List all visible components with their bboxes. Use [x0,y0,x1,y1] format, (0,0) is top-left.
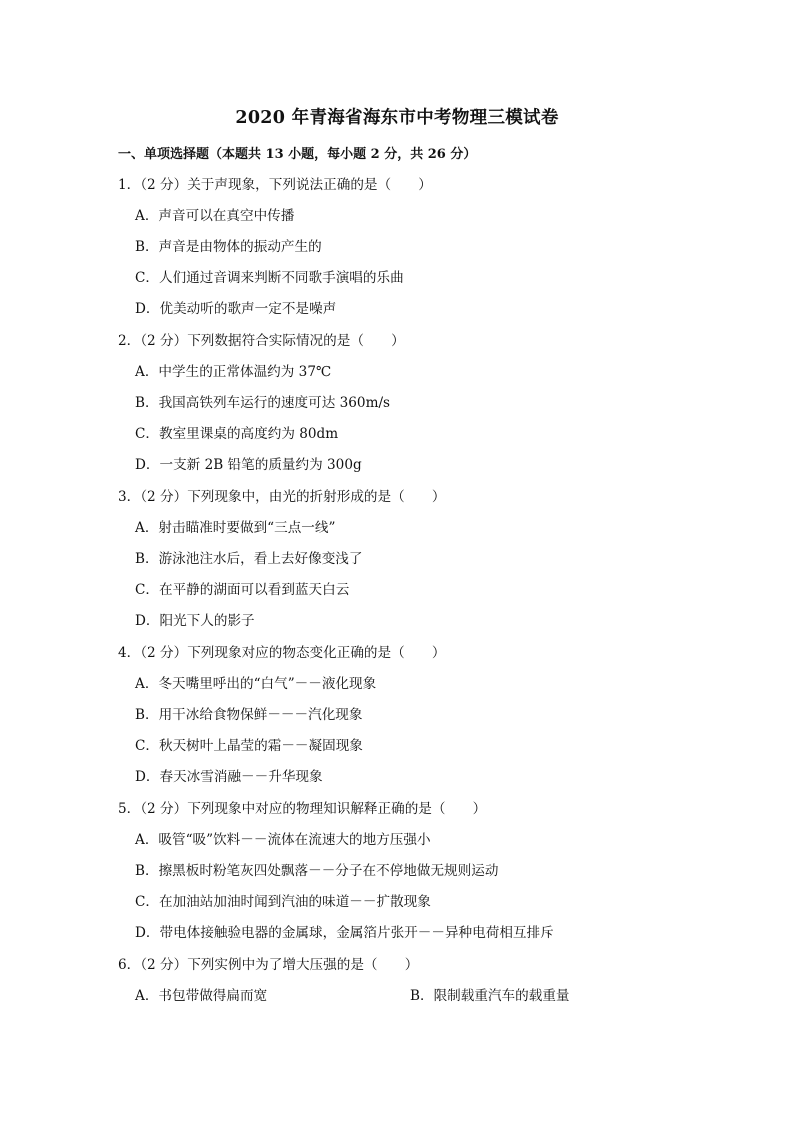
question-2-option-d: D．一支新 2B 铅笔的质量约为 300g [135,457,362,473]
question-1-option-d: D．优美动听的歌声一定不是噪声 [135,301,337,317]
question-2-option-b: B．我国高铁列车运行的速度可达 360m/s [135,395,391,411]
section-heading: 一、单项选择题（本题共 13 小题，每小题 2 分，共 26 分） [118,147,477,162]
question-4-option-b: B．用干冰给食物保鲜－－－汽化现象 [135,707,363,723]
question-1-option-b: B．声音是由物体的振动产生的 [135,239,322,255]
question-4-option-d: D．春天冰雪消融－－升华现象 [135,769,323,785]
exam-title: 2020 年青海省海东市中考物理三模试卷 [235,108,559,128]
question-4-option-a: A．冬天嘴里呼出的“白气”－－液化现象 [135,676,377,692]
question-1-stem: 1．（2 分）关于声现象，下列说法正确的是（ ） [118,177,432,193]
question-5-option-d: D．带电体接触验电器的金属球，金属箔片张开－－异种电荷相互排斥 [135,925,554,941]
question-4-stem: 4．（2 分）下列现象对应的物态变化正确的是（ ） [118,645,446,661]
question-6-option-a: A．书包带做得扁而宽 [135,988,268,1004]
question-4-option-c: C．秋天树叶上晶莹的霜－－凝固现象 [135,738,363,754]
question-6-option-b: B．限制载重汽车的载重量 [410,988,570,1004]
question-5-option-a: A．吸管“吸”饮料－－流体在流速大的地方压强小 [135,832,431,848]
question-3-option-b: B．游泳池注水后，看上去好像变浅了 [135,551,363,567]
question-2-option-a: A．中学生的正常体温约为 37℃ [135,364,332,380]
question-5-option-c: C．在加油站加油时闻到汽油的味道－－扩散现象 [135,894,431,910]
question-6-stem: 6．（2 分）下列实例中为了增大压强的是（ ） [118,957,419,973]
question-3-option-d: D．阳光下人的影子 [135,613,255,629]
question-1-option-a: A．声音可以在真空中传播 [135,208,295,224]
question-3-option-c: C．在平静的湖面可以看到蓝天白云 [135,582,350,598]
question-2-option-c: C．教室里课桌的高度约为 80dm [135,426,339,442]
question-1-option-c: C．人们通过音调来判断不同歌手演唱的乐曲 [135,270,404,286]
question-5-stem: 5．（2 分）下列现象中对应的物理知识解释正确的是（ ） [118,801,487,817]
question-3-stem: 3．（2 分）下列现象中，由光的折射形成的是（ ） [118,489,446,505]
question-3-option-a: A．射击瞄准时要做到“三点一线” [135,520,336,536]
question-2-stem: 2．（2 分）下列数据符合实际情况的是（ ） [118,333,405,349]
question-5-option-b: B．擦黑板时粉笔灰四处飘落－－分子在不停地做无规则运动 [135,863,499,879]
